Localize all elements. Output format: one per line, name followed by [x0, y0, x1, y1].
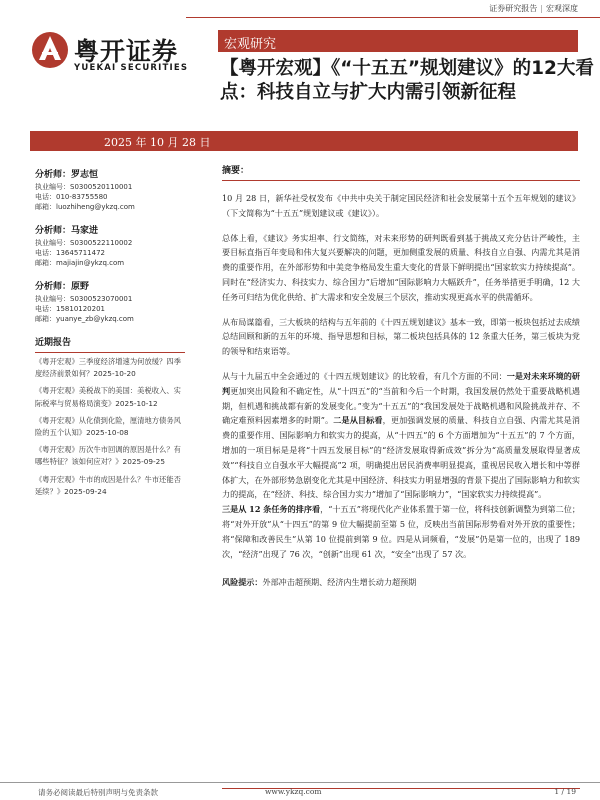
footer-disclaimer: 请务必阅读最后特别声明与免责条款 — [38, 788, 158, 797]
sidebar — [35, 167, 185, 503]
recent-report-link[interactable]: 《粤开宏观》美税战下的美国：美税收入、实际税率与贸易格局演变》2025-10-12 — [35, 386, 181, 408]
analyst-email[interactable]: 邮箱：yuanye_zb@ykzq.com — [35, 315, 134, 323]
logo-name-en: YUEKAI SECURITIES — [74, 63, 189, 73]
highlight-point-2: 二是从目标看 — [333, 415, 383, 426]
risk-label: 风险提示： — [222, 577, 263, 588]
analyst-email[interactable]: 邮箱：luozhiheng@ykzq.com — [35, 203, 135, 211]
date-bar — [30, 131, 578, 151]
footer — [0, 787, 600, 799]
summary-heading: 摘要： — [222, 163, 580, 181]
footer-rule — [0, 782, 600, 783]
paragraph-text: ，“十五五”将现代化产业体系置于第一位，将科技创新调整为到第二位；将“对外开放”从“十四五”的第 9 位大幅提前至第 5 位，反映出当前国际形势看对外开放的重要性；将“保障和改善民生”从第 10 位提前到第 9 位。四是从词频看，“发展”仍是第一位的，出现了 189 次，“经济”出现了 76 次，“创新”出现 61 次，“安全”出现了 57 次。 — [222, 504, 580, 559]
analyst-name: 分析师：罗志恒 — [35, 170, 99, 180]
analyst-cert: 执业编号：S0300520110001 — [35, 183, 133, 191]
recent-reports-heading: 近期报告 — [35, 335, 185, 353]
analyst-phone: 电话：15810120201 — [35, 305, 105, 313]
summary-paragraph: 从布局谋篇看，三大板块的结构与五年前的《十四五规划建议》基本一致，即第一板块包括过去成绩总结回顾和新的五年的环境、指导思想和目标，第二板块包括具体的 12 条重大任务，第三板块为党的领导和结束语等。 — [222, 316, 580, 357]
report-type-tag — [489, 3, 578, 14]
highlight-point-3: 三是从 12 条任务的排序看 — [222, 504, 321, 515]
report-date: 2025 年 10 月 28 日 — [104, 136, 211, 149]
page-number: 1 / 19 — [554, 787, 576, 796]
analyst-email[interactable]: 邮箱：majiajin@ykzq.com — [35, 259, 125, 267]
company-logo — [30, 30, 205, 78]
header-rule — [186, 17, 600, 18]
logo-name-cn: 粤开证券 — [74, 37, 179, 66]
summary-section — [222, 163, 580, 789]
analyst-phone: 电话：010-83755580 — [35, 193, 108, 201]
paragraph-text: ，更加强调发展的质量、科技自立自强、内需尤其是消费的重要作用、国际影响力和软实力的提高，从“十四五”的 6 个方面增加为“十五五”的 7 个方面，增加的一项目标是是将“十四五发展目标”的“经济发展取得新成效”拆分为“高质量发展取得显著成效”“科技自立自强水平大幅提高”2 项，明确提出居民消费率明显提高，重视居民收入增长和中等群体扩大，在外部形势急剧变化尤其是中国经济、科技实力明显增强的背景下提出了国际影响力和软实力的提高，在“经济、科技、综合国力实力”增加了“国际影响力”，“国家软实力持续提高”。 — [222, 415, 580, 500]
analyst-card — [35, 223, 185, 268]
logo-mark-icon — [30, 30, 70, 70]
summary-paragraph: 10 月 28 日，新华社受权发布《中共中央关于制定国民经济和社会发展第十五个五年规划的建议》（下文简称为“十五五”规划建议或《建议》）。 — [222, 193, 580, 218]
summary-paragraph: 总体上看，《建议》务实坦率、行文简练，对未来形势的研判既看到基于挑战又充分估计严峻性，主要目标直指百年变局和伟大复兴要解决的问题，更加侧重发展的质量、科技自立自强、内需尤其是消费的重要作用，在外部形势和中美竞争格局发生重大变化的背景下鲜明提出“国家软实力持续提高”。同时在“经济实力、科技实力、综合国力”后增加“国际影响力大幅跃升”，任务举措更手明确，12 大任务可归结为优化供给、扩大需求和安全发展三个层次，推动实现更高水平的供需循环。 — [222, 232, 580, 302]
summary-paragraph — [222, 369, 580, 561]
analyst-card — [35, 279, 185, 324]
doc-subtype: 宏观深度 — [546, 4, 578, 13]
separator: | — [540, 4, 543, 13]
paragraph-text: 从与十九届五中全会通过的《十四五规划建议》的比较看，有几个方面的不同： — [222, 370, 507, 381]
recent-report-link[interactable]: 《粤开宏观》历次牛市回调的原因是什么？有哪些特征？该如何应对？》2025-09-25 — [35, 445, 181, 467]
doc-type: 证券研究报告 — [489, 4, 538, 13]
report-title: 【粤开宏观】《“十五五”规划建议》的12大看点：科技自立与扩大内需引领新征程 — [220, 58, 594, 103]
recent-report-link[interactable]: 《粤开宏观》牛市的成因是什么？牛市还能否延续？》2025-09-24 — [35, 474, 181, 496]
analyst-cert: 执业编号：S0300523070001 — [35, 295, 133, 303]
analyst-phone: 电话：13645711472 — [35, 249, 105, 257]
highlight-point-1: 一是对未来环境的研判 — [222, 370, 580, 396]
category-label: 宏观研究 — [224, 37, 277, 52]
paragraph-text: 更加突出风险和不确定性，从“十四五”的“当前和今后一个时期，我国发展仍然处于重要战略机遇期，但机遇和挑战都有新的发展变化。”变为“十五五”的“我国发展处于战略机遇和风险挑战并存、不确定难预料因素增多的时期”。 — [222, 385, 580, 426]
category-bar — [218, 30, 578, 52]
footer-website[interactable]: www.ykzq.com — [265, 787, 322, 796]
analyst-name: 分析师：原野 — [35, 282, 90, 292]
analyst-name: 分析师：马家进 — [35, 226, 99, 236]
analyst-cert: 执业编号：S0300522110002 — [35, 239, 133, 247]
recent-report-link[interactable]: 《粤开宏观》从化债到化险，厘清地方债务风险的五个认知》2025-10-08 — [35, 415, 181, 438]
analyst-card — [35, 167, 185, 212]
risk-warning — [222, 575, 580, 589]
risk-text: 外部冲击超预期、经济内生增长动力超预期 — [262, 577, 417, 588]
recent-report-link[interactable]: 《粤开宏观》三季度经济增速为何放缓？四季度经济前景如何？2025-10-20 — [35, 357, 181, 379]
